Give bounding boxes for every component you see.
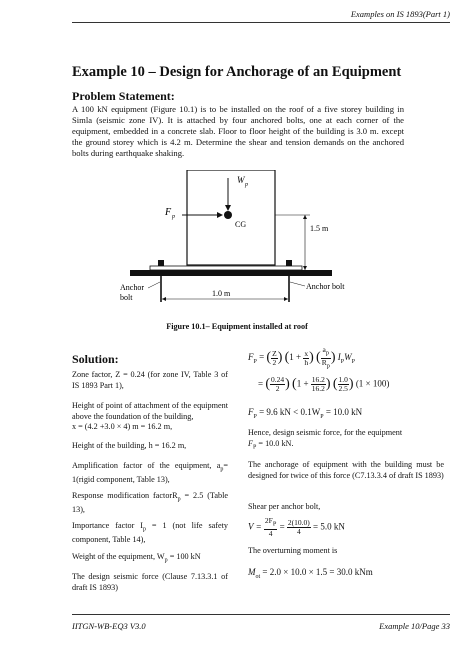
concrete-slab <box>130 270 332 276</box>
hence-text: Hence, design seismic force, for the equipment $F_P = 10.0$ kN. <box>248 428 403 451</box>
equipment-weight-text: Weight of the equipment, $W_p = 100$ kN <box>72 552 201 564</box>
design-force-substitution: = ( $\frac{0.24}{2}$ ) (1 + $\frac{16.2}{16.2}$ ) ( $\frac{1.0}{2.5}$ ) (1 × 100) <box>258 375 390 393</box>
response-modification-text: Response modification factorR$_p$ = 2.5 (Table 13), <box>72 491 228 515</box>
anchor-bolt-left-label-1: Anchor <box>120 283 144 292</box>
attachment-height-text: Height of point of attachment of the equipment above the foundation of the building, x = (4.2 +3.0 × 4) m = 16.2 m, <box>72 401 228 432</box>
design-force-equation: $F_P$ = ( $\frac{Z}{2}$ ) (1 + $\frac{x}{h}$ ) ( $\frac{a_p}{R_p}$ ) $I_PW_P$ <box>248 345 355 369</box>
cg-point <box>224 211 232 219</box>
header-rule <box>72 22 450 23</box>
equipment-figure <box>120 170 360 320</box>
overturning-label: The overturning moment is <box>248 546 338 555</box>
amplification-factor-text: Amplification factor of the equipment, $a_p=$ 1(rigid component, Table 13), <box>72 461 228 485</box>
wp-subscript: p <box>245 182 248 188</box>
attachment-height-value: x = (4.2 +3.0 × 4) m = 16.2 m, <box>72 422 173 432</box>
solution-heading: Solution: <box>72 352 119 366</box>
base-plate <box>150 266 302 270</box>
design-force-result: $F_P = 9.6$ kN < $0.1W_P = 10.0$ kN <box>248 407 363 420</box>
importance-factor-text: Importance factor $I_p = 1$ (not life safety component, Table 14), <box>72 521 228 545</box>
footer-rule <box>72 614 450 615</box>
anchorage-text: The anchorage of equipment with the building must be designed for twice of this force (C7.13.3.4 of draft IS 1893) <box>248 460 444 480</box>
problem-statement: A 100 kN equipment (Figure 10.1) is to be installed on the roof of a five storey building in Simla (seismic zone IV). It is attached by four anchored bolts, one at each corner of the equipment, embedded in a concrete slab. Floor to floor height of the building is 3.0 m. except the ground storey which is 4.2 m. Determine the shear and tension demands on the anchored bolts during earthquake shaking. <box>72 104 404 158</box>
zone-factor-text: Zone factor, Z = 0.24 (for zone IV, Table 3 of IS 1893 Part 1), <box>72 370 228 390</box>
cg-label: CG <box>235 220 247 229</box>
problem-heading: Problem Statement: <box>72 89 175 103</box>
building-height-text: Height of the building, h = 16.2 m, <box>72 441 187 450</box>
running-header: Examples on IS 1893(Part 1) <box>350 9 450 19</box>
footer-right: Example 10/Page 33 <box>379 621 450 631</box>
fp-subscript: p <box>172 214 175 220</box>
anchor-bolt-right-label: Anchor bolt <box>306 282 345 291</box>
overturning-equation: $M_{ot} = 2.0 \times 10.0 \times 1.5 = 30.0$ kNm <box>248 567 373 580</box>
width-dimension-label: 1.0 m <box>212 289 231 298</box>
height-dimension-label: 1.5 m <box>310 224 329 233</box>
design-force-text: The design seismic force (Clause 7.13.3.1 of draft IS 1893) <box>72 572 228 592</box>
anchor-bolt-left-label-2: bolt <box>120 293 133 302</box>
figure-caption: Figure 10.1– Equipment installed at roof <box>166 322 308 331</box>
shear-equation: V = $\frac{2F_P}{4}$ = $\frac{2(10.0)}{4}$ = 5.0 kN <box>248 516 345 538</box>
shear-label: Shear per anchor bolt, <box>248 502 321 511</box>
example-title: Example 10 – Design for Anchorage of an Equipment <box>72 64 402 80</box>
footer-left: IITGN-WB-EQ3 V3.0 <box>72 621 146 631</box>
fp-label: F <box>165 207 172 218</box>
wp-label: W <box>237 175 245 185</box>
